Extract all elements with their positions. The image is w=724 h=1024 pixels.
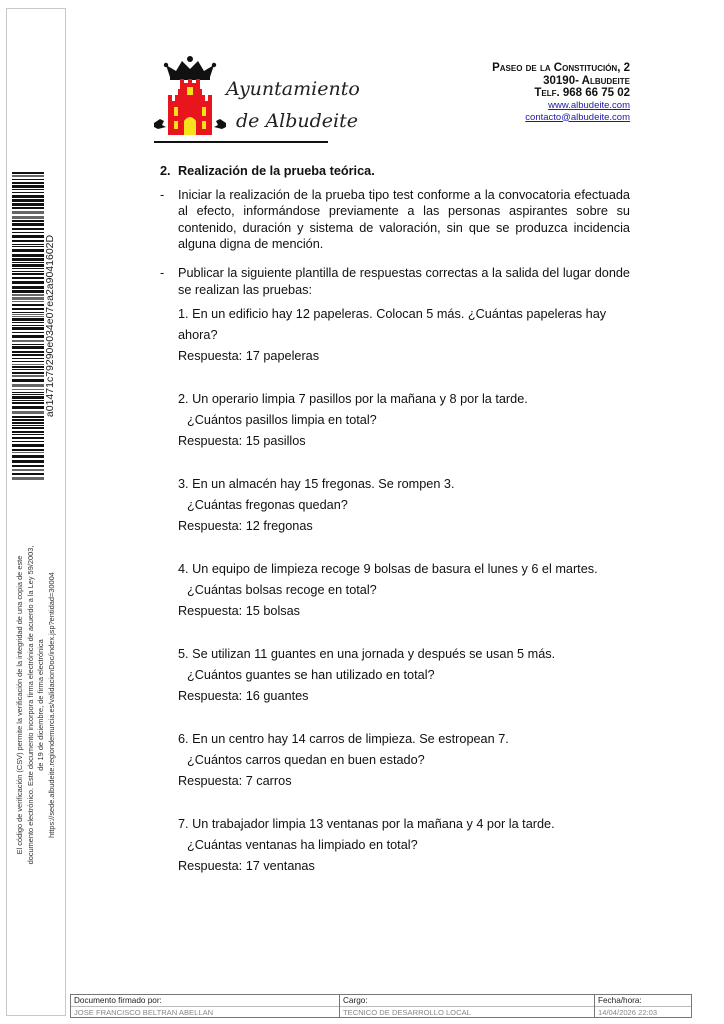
barcode-bar bbox=[12, 369, 44, 370]
barcode-bar bbox=[12, 425, 44, 426]
barcode-bar bbox=[12, 318, 44, 321]
question-subtext: ¿Cuántos pasillos limpia en total? bbox=[187, 413, 377, 428]
dragon-head-icon-left bbox=[154, 119, 166, 129]
logo-title: Ayuntamiento bbox=[226, 78, 360, 100]
bullet-item bbox=[160, 265, 630, 298]
barcode-bar bbox=[12, 358, 44, 359]
barcode-bar bbox=[12, 372, 44, 374]
barcode-bar bbox=[12, 189, 44, 190]
barcode-bar bbox=[12, 392, 44, 393]
barcode-bar bbox=[12, 422, 44, 424]
barcode-bar bbox=[12, 322, 44, 323]
barcode-bar bbox=[12, 441, 44, 442]
website-link[interactable]: www.albudeite.com bbox=[548, 99, 630, 111]
logo-subtitle: de Albudeite bbox=[236, 110, 359, 132]
barcode-bar bbox=[12, 301, 44, 302]
barcode-bar bbox=[12, 211, 44, 214]
barcode-bar bbox=[12, 361, 44, 362]
barcode-bar bbox=[12, 416, 44, 418]
barcode-bar bbox=[12, 281, 44, 284]
barcode-bar bbox=[12, 379, 44, 382]
question-answer: Respuesta: 15 bolsas bbox=[178, 604, 301, 619]
dragon-head-icon-right bbox=[214, 119, 226, 129]
barcode-bar bbox=[12, 396, 44, 399]
barcode-bar bbox=[12, 434, 44, 435]
question-item bbox=[178, 559, 630, 622]
barcode-bar bbox=[12, 394, 44, 395]
postal-code-city: 30190- Albudeite bbox=[543, 74, 630, 87]
email-link[interactable]: contacto@albudeite.com bbox=[525, 111, 630, 123]
barcode-bar bbox=[12, 375, 44, 377]
barcode-bar bbox=[12, 346, 44, 349]
barcode-bar bbox=[12, 366, 44, 368]
street-address: Paseo de la Constitución, 2 bbox=[492, 62, 630, 74]
barcode-bar bbox=[12, 246, 44, 247]
barcode-bar bbox=[12, 316, 44, 317]
question-subtext: ¿Cuántos guantes se han utilizado en total? bbox=[187, 668, 435, 683]
barcode-bar bbox=[12, 262, 44, 263]
barcode-bar bbox=[12, 232, 44, 233]
section-number: 2. bbox=[160, 164, 171, 178]
barcode-bar bbox=[12, 406, 44, 409]
barcode-bar bbox=[12, 264, 44, 267]
question-item bbox=[178, 474, 630, 537]
signer-label: Documento firmado por: bbox=[71, 995, 339, 1007]
barcode-bar bbox=[12, 286, 44, 289]
question-item bbox=[178, 304, 630, 367]
barcode-bar bbox=[12, 254, 44, 257]
barcode-bar bbox=[12, 400, 44, 401]
question-subtext: ¿Cuántas fregonas quedan? bbox=[187, 498, 348, 513]
barcode-bar bbox=[12, 258, 44, 261]
barcode-bar bbox=[12, 268, 44, 269]
barcode-bar bbox=[12, 240, 44, 242]
role-label: Cargo: bbox=[340, 995, 594, 1007]
barcode-bar bbox=[12, 327, 44, 330]
section-title: Realización de la prueba teórica. bbox=[178, 164, 375, 178]
barcode-bar bbox=[12, 384, 44, 387]
question-subtext: ¿Cuántas bolsas recoge en total? bbox=[187, 583, 377, 598]
barcode-bar bbox=[12, 271, 44, 272]
signer-name: JOSE FRANCISCO BELTRAN ABELLAN bbox=[74, 1008, 214, 1017]
barcode-bar bbox=[12, 195, 44, 198]
barcode-bar bbox=[12, 273, 44, 275]
crown-icon bbox=[164, 56, 216, 80]
barcode-bar bbox=[12, 473, 44, 475]
question-answer: Respuesta: 16 guantes bbox=[178, 689, 309, 704]
question-item bbox=[178, 644, 630, 707]
bullet-dash: - bbox=[160, 265, 165, 280]
logo-underline bbox=[154, 141, 328, 143]
barcode-bar bbox=[12, 465, 44, 467]
address-block bbox=[492, 62, 630, 124]
legal-notice bbox=[15, 545, 57, 865]
barcode-bar bbox=[12, 228, 44, 230]
castle-icon bbox=[168, 79, 212, 135]
question-item bbox=[178, 814, 630, 877]
question-text: 3. En un almacén hay 15 fregonas. Se rompen 3. bbox=[178, 477, 455, 492]
barcode-bar bbox=[12, 314, 44, 315]
barcode-bar bbox=[12, 344, 44, 345]
barcode-bar bbox=[12, 304, 44, 306]
barcode-bar bbox=[12, 294, 44, 296]
barcode-bar bbox=[12, 172, 44, 174]
question-answer: Respuesta: 12 fregonas bbox=[178, 519, 313, 534]
barcode-bar bbox=[12, 216, 44, 219]
question-item bbox=[178, 389, 630, 452]
barcode-bar bbox=[12, 277, 44, 279]
signature-table bbox=[70, 994, 692, 1018]
barcode-bar bbox=[12, 411, 44, 414]
question-answer: Respuesta: 15 pasillos bbox=[178, 434, 306, 449]
barcode-bar bbox=[12, 351, 44, 353]
question-subtext: ¿Cuántos carros quedan en buen estado? bbox=[187, 753, 425, 768]
barcode-bar bbox=[12, 175, 44, 177]
document-body bbox=[160, 163, 630, 877]
barcode-bar bbox=[12, 449, 44, 451]
question-text: 6. En un centro hay 14 carros de limpieza. Se estropean 7. bbox=[178, 732, 509, 747]
barcode-bar bbox=[12, 325, 44, 326]
barcode-bar bbox=[12, 179, 44, 180]
barcode-bar bbox=[12, 223, 44, 226]
barcode-bar bbox=[12, 340, 44, 342]
question-text: 5. Se utilizan 11 guantes en una jornada y después se usan 5 más. bbox=[178, 647, 556, 662]
question-answer: Respuesta: 7 carros bbox=[178, 774, 292, 789]
barcode-bar bbox=[12, 354, 44, 356]
question-subtext: ¿Cuántas ventanas ha limpiado en total? bbox=[187, 838, 418, 853]
question-answer: Respuesta: 17 ventanas bbox=[178, 859, 315, 874]
section-heading bbox=[160, 163, 630, 180]
barcode-bar bbox=[12, 477, 44, 480]
barcode-bar bbox=[12, 431, 44, 433]
barcode-bar bbox=[12, 402, 44, 404]
question-text: 2. Un operario limpia 7 pasillos por la mañana y 8 por la tarde. bbox=[178, 392, 528, 407]
date-value: 14/04/2026 22:03 bbox=[598, 1008, 658, 1017]
bullet-text: Publicar la siguiente plantilla de respuestas correctas a la salida del lugar donde se realizan las pruebas: bbox=[178, 265, 630, 297]
barcode-bar bbox=[12, 192, 44, 193]
barcode-bar bbox=[12, 244, 44, 245]
barcode-bar bbox=[12, 389, 44, 390]
barcode-bar bbox=[12, 455, 44, 458]
question-text: 1. En un edificio hay 12 papeleras. Colocan 5 más. ¿Cuántas papeleras hay ahora? bbox=[178, 307, 607, 343]
barcode-bar bbox=[12, 235, 44, 238]
barcode-bar bbox=[12, 249, 44, 252]
barcode-bar bbox=[12, 290, 44, 293]
barcode-bar bbox=[12, 437, 44, 439]
csv-code: a01471c79290e034e07ea2a9041602D bbox=[44, 234, 56, 418]
barcode-bar bbox=[12, 335, 44, 338]
barcode-bar bbox=[12, 364, 44, 365]
barcode-bar bbox=[12, 207, 44, 209]
barcode-bar bbox=[12, 332, 44, 333]
barcode-bar bbox=[12, 460, 44, 463]
barcode-bar bbox=[12, 297, 44, 300]
answer-template bbox=[160, 304, 630, 877]
question-answer: Respuesta: 17 papeleras bbox=[178, 349, 320, 364]
legal-text: El código de verificación (CSV) permite la verificación de la integridad de una copia de este documento electrónico. Este documento incorpora firma electrónica de acuerdo a la Ley 59/2003, de 19 de diciembre, de firma electrónica bbox=[15, 545, 45, 865]
barcode-bar bbox=[12, 427, 44, 429]
bullet-item bbox=[160, 187, 630, 253]
question-text: 7. Un trabajador limpia 13 ventanas por la mañana y 4 por la tarde. bbox=[178, 817, 555, 832]
role-value: TECNICO DE DESARROLLO LOCAL bbox=[343, 1008, 471, 1017]
bullet-text: Iniciar la realización de la prueba tipo test conforme a la convocatoria efectuada al efecto, informándose previamente a las personas aspirantes sobre su contenido, duración y sistema de valoración, sin que se produzca incidencia alguna digna de mención. bbox=[178, 187, 630, 252]
bullet-dash: - bbox=[160, 187, 165, 202]
phone-number: Telf. 968 66 75 02 bbox=[534, 87, 630, 99]
barcode-bar bbox=[12, 185, 44, 188]
barcode-bar bbox=[12, 419, 44, 421]
barcode-bar bbox=[12, 312, 44, 313]
barcode-bar bbox=[12, 308, 44, 310]
signer-column bbox=[71, 995, 340, 1017]
verification-url[interactable]: https://sede.albudeite.regiondemurcia.es/validacionDoc/index.jsp?entidad=30004 bbox=[46, 572, 56, 838]
barcode-bar bbox=[12, 203, 44, 206]
csv-barcode bbox=[12, 172, 44, 480]
barcode-bar bbox=[12, 469, 44, 471]
barcode-bar bbox=[12, 444, 44, 447]
barcode-bar bbox=[12, 199, 44, 202]
date-label: Fecha/hora: bbox=[595, 995, 691, 1007]
question-item bbox=[178, 729, 630, 792]
date-column bbox=[595, 995, 691, 1017]
question-text: 4. Un equipo de limpieza recoge 9 bolsas de basura el lunes y 6 el martes. bbox=[178, 562, 598, 577]
barcode-bar bbox=[12, 182, 44, 184]
role-column bbox=[340, 995, 595, 1017]
barcode-bar bbox=[12, 220, 44, 222]
barcode-bar bbox=[12, 452, 44, 453]
